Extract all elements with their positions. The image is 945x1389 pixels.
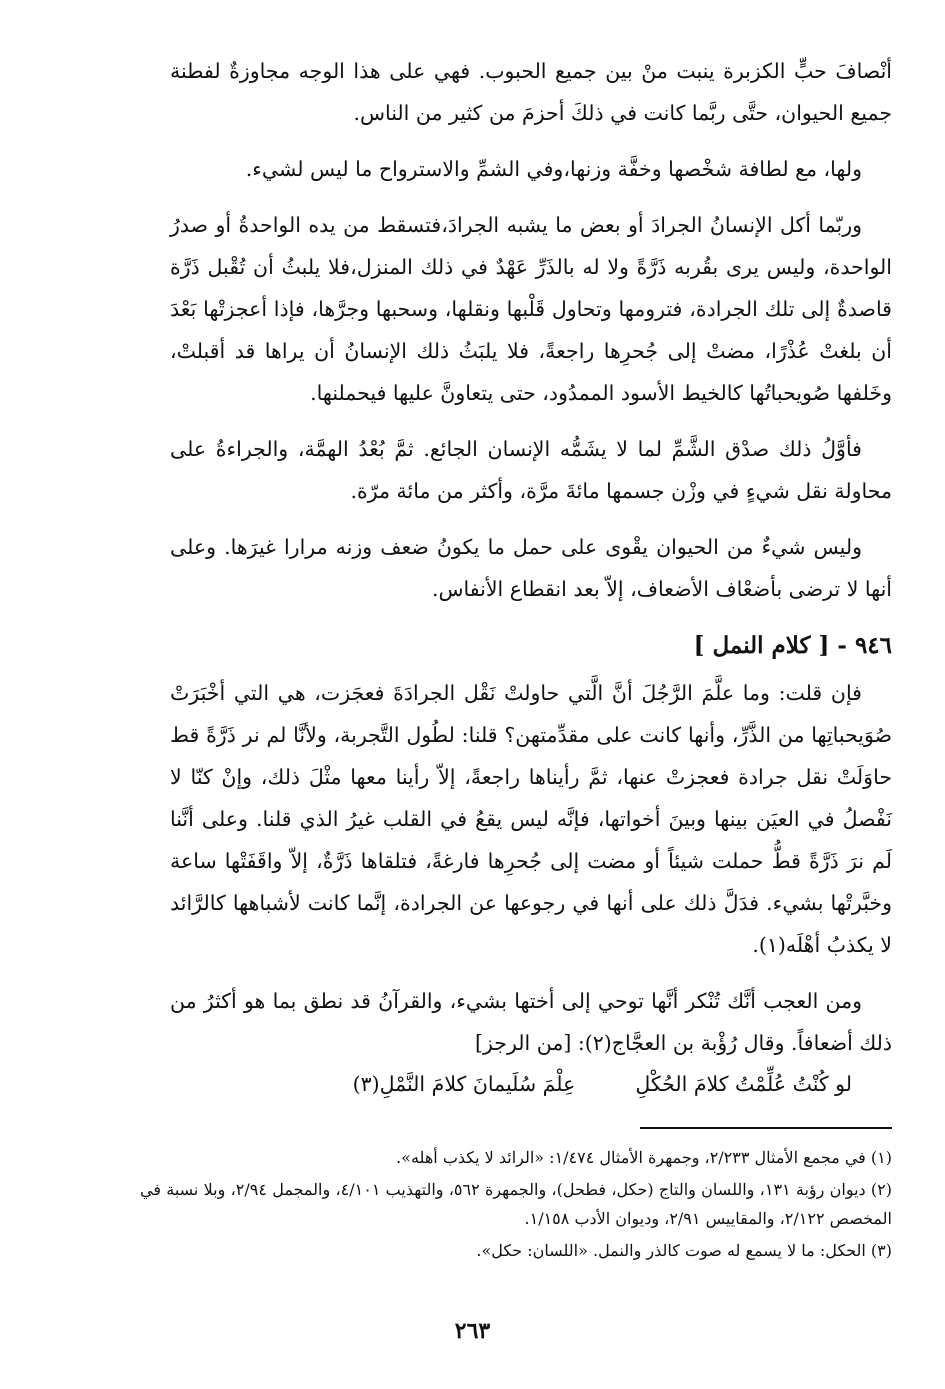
page-number: ٢٦٣ — [454, 1318, 491, 1344]
poem-verse — [170, 1062, 852, 1106]
paragraph: وليس شيءٌ من الحيوان يقْوى على حمل ما يكونُ ضعف وزنه مرارا غيرَها. وعلى أنها لا ترضى بأضعْاف الأضعاف، إلاّ بعد انقطاع الأنفاس. — [170, 535, 892, 601]
page-body — [170, 50, 892, 1106]
paragraph: أنْصافَ حبٍّ الكزبرة ينبت منْ بين جميع الحبوب. فهي على هذا الوجه مجاوزةٌ لفطنة جميع الحيوان، حتَّى ربَّما كانت في ذلكَ أحزمَ من كثير من الناس. — [170, 59, 892, 125]
footnote: (٢) ديوان رؤبة ١٣١، واللسان والتاج (حكل، فطحل)، والجمهرة ٥٦٢، والتهذيب ٤/١٠١، والمجمل ٢/٩٤، وبلا نسبة في المخصص ٢/١٢٢، والمقاييس ٢/٩١، وديوان الأدب ١/١٥٨. — [140, 1180, 893, 1228]
footnote: (٣) الحكل: ما لا يسمع له صوت كالذر والنمل. «اللسان: حكل». — [476, 1241, 892, 1260]
paragraph: ومن العجب أنَّك تُنْكر أنَّها توحي إلى أختها بشيء، والقرآنُ قد نطق بما هو أكثرُ من ذلك أضعافاً. وقال رُؤْبة بن العجَّاج(٢): [من الرجز] — [170, 989, 892, 1055]
paragraph: ولها، مع لطافة شخْصها وخفَّة وزنها،وفي الشمِّ والاسترواح ما ليس لشيء. — [245, 157, 862, 181]
footnote: (١) في مجمع الأمثال ٢/٢٣٣، وجمهرة الأمثال ١/٤٧٤: «الرائد لا يكذب أهله». — [396, 1148, 892, 1167]
section-heading: ٩٤٦ - [ كلام النمل ] — [693, 632, 892, 659]
footnotes — [140, 1143, 892, 1268]
paragraph: وربّما أكل الإنسانُ الجرادَ أو بعض ما يشبه الجرادَ،فتسقط من يده الواحدةُ أو صدرُ الواحدة، وليس يرى بقُربه ذَرَّةً ولا له بالذَرِّ عَهْدٌ في ذلك المنزل،فلا يلبثُ أن تُقْبل ذَرَّة قاصدةٌ إلى تلك الجرادة، فترومها وتحاول قَلْبها ونقلها، وسحبها وجرَّها، فإذا أعجزتْها بَعْدَ أن بلغتْ عُذْرًا، مضتْ إلى جُحرِها راجعةً، فلا يلبَثُ ذلك الإنسانُ أن يراها قد أقبلتْ، وخَلفها صُويحباتُها كالخيط الأسود الممدُود، حتى يتعاونَّ عليها فيحملنها. — [170, 213, 892, 405]
verse-second-hemistich: عِلْمَ سُلَيمانَ كلامَ النَّمْلِ(٣) — [352, 1072, 576, 1096]
footnote-divider — [640, 1127, 892, 1129]
verse-first-hemistich: لو كُنْتُ عُلِّمْتُ كلامَ الحُكْلِ — [635, 1072, 852, 1096]
paragraph: فإن قلت: وما علَّمَ الرَّجُلَ أنَّ الَّتي حاولتْ نَقْل الجرادَةَ فعجَزت، هي التي أخْبَرَتْ صُوَيحباتِها من الذَّرِّ، وأنها كانت على مقدِّمتهن؟ قلنا: لطُول التَّجربة، ولأنَّا لم نر ذَرَّةً قط حاوَلَتْ نقل جرادة فعجزتْ عنها، ثمَّ رأيناها راجعةً، إلاّ رأينا معها مثْلَ ذلك، وإنْ كنّا لا نَفْصلُ في العيَن بينها وبينَ أخواتها، فإنَّه ليس يقعُ في القلب غيرُ الذي قلنا. وعلى أنَّنا لَم نرَ ذَرَّةً قطُّ حملت شيئاً أو مضت إلى جُحرِها فارغةً، فتلقاها ذَرَّةٌ، إلاّ واقَفَتْها ساعة وخبَّرتْها بشيء. فدَلَّ ذلك على أنها في رجوعها عن الجرادة، إنَّما كانت لأشباهها كالرَّائد لا يكذبُ أهْلَه(١). — [170, 681, 892, 957]
paragraph: فأوَّلُ ذلك صدْق الشَّمِّ لما لا يشَمُّه الإنسان الجائع. ثمَّ بُعْدُ الهمَّة، والجراءةُ على محاولة نقل شيءٍ في وزْن جسمها مائةَ مرَّة، وأكثر من مائة مرّة. — [170, 437, 892, 503]
